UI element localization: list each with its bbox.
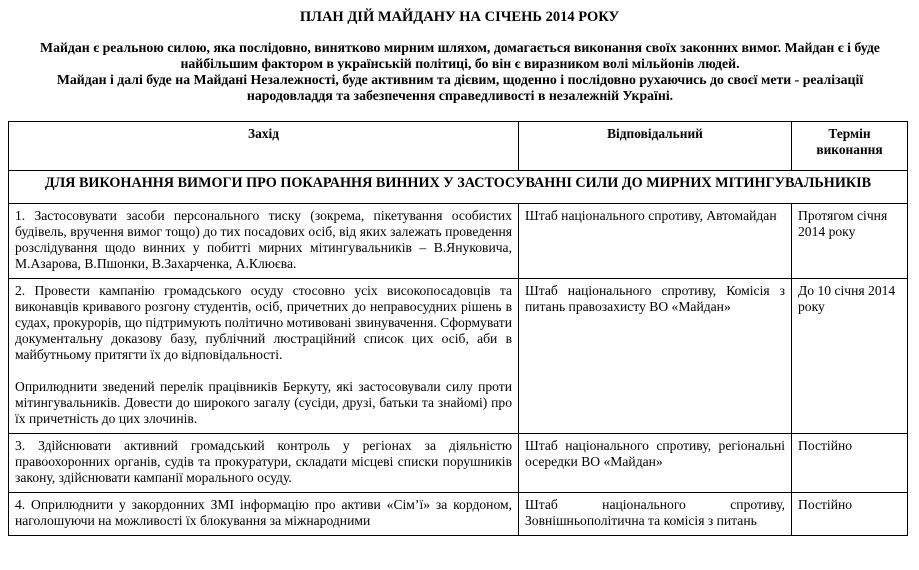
row-1-measure-text: 1. Застосовувати засоби персонального тиску (зокрема, пікетування особистих будівель, вручення вимог тощо) до тих посадових осіб, від яких залежать проведення розслідування щодо винних у побитті мирних мітингувальників – В.Януковича, М.Азарова, В.Пшонки, В.Захарченка, А.Клюєва.	[15, 208, 512, 271]
row-1-measure	[9, 204, 519, 279]
table-row	[9, 493, 908, 536]
row-3-deadline: Постійно	[792, 434, 908, 493]
header-deadline: Термін виконання	[792, 122, 908, 171]
row-4-measure	[9, 493, 519, 536]
action-plan-table	[8, 121, 908, 536]
intro-block	[20, 40, 900, 104]
header-responsible: Відповідальний	[519, 122, 792, 171]
intro-paragraph-2: Майдан і далі буде на Майдані Незалежності, буде активним та дієвим, щоденно і послідовно рухаючись до своєї мети - реалізації народовладдя та забезпечення справедливості в незалежній Україні.	[56, 72, 864, 103]
section-row	[9, 171, 908, 204]
section-title: ДЛЯ ВИКОНАННЯ ВИМОГИ ПРО ПОКАРАННЯ ВИННИХ У ЗАСТОСУВАННІ СИЛИ ДО МИРНИХ МІТИНГУВАЛЬНИКІВ	[9, 171, 908, 204]
row-2-responsible: Штаб національного спротиву, Комісія з питань правозахисту ВО «Майдан»	[519, 279, 792, 434]
row-1-deadline: Протягом січня 2014 року	[792, 204, 908, 279]
table-row	[9, 434, 908, 493]
row-2-measure	[9, 279, 519, 434]
row-2-deadline: До 10 січня 2014 року	[792, 279, 908, 434]
table-header-row	[9, 122, 908, 171]
document-title: ПЛАН ДІЙ МАЙДАНУ НА СІЧЕНЬ 2014 РОКУ	[299, 9, 620, 25]
row-4-deadline: Постійно	[792, 493, 908, 536]
row-1-responsible: Штаб національного спротиву, Автомайдан	[519, 204, 792, 279]
row-2-measure-text-1: 2. Провести кампанію громадського осуду стосовно усіх високопосадовців та виконавців кривавого розгону студентів, осіб, причетних до неправосудних рішень в судах, прокурорів, що підтримують політично мотивовані звинувачення. Сформувати документальну доказову базу, публічний люстраційний список цих осіб, аби в майбутньому притягти їх до відповідальності.	[15, 283, 512, 362]
header-measure: Захід	[9, 122, 519, 171]
row-3-responsible: Штаб національного спротиву, регіональні осередки ВО «Майдан»	[519, 434, 792, 493]
row-3-measure	[9, 434, 519, 493]
row-4-measure-text: 4. Оприлюднити у закордонних ЗМІ інформацію про активи «Сім’ї» за кордоном, наголошуючи на можливості їх блокування за міжнародними	[15, 497, 512, 528]
row-4-responsible: Штаб національного спротиву, Зовнішньополітична та комісія з питань	[519, 493, 792, 536]
row-3-measure-text: 3. Здійснювати активний громадський контроль у регіонах за діяльністю правоохоронних органів, судів та прокуратури, складати місцеві списки порушників закону, здійснювати кампанії морального осуду.	[15, 438, 512, 485]
intro-paragraph-1: Майдан є реальною силою, яка послідовно, винятково мирним шляхом, домагається виконання своїх законних вимог. Майдан є і буде найбільшим фактором в українській політиці, бо він є виразником волі мільйонів людей.	[40, 40, 880, 71]
row-2-measure-text-2: Оприлюднити зведений перелік працівників Беркуту, які застосовували силу проти мітингувальників. Довести до широкого загалу (сусіди, друзі, батьки та знайомі) про їх причетність до цих злочинів.	[15, 379, 512, 426]
table-row	[9, 279, 908, 434]
table-row	[9, 204, 908, 279]
